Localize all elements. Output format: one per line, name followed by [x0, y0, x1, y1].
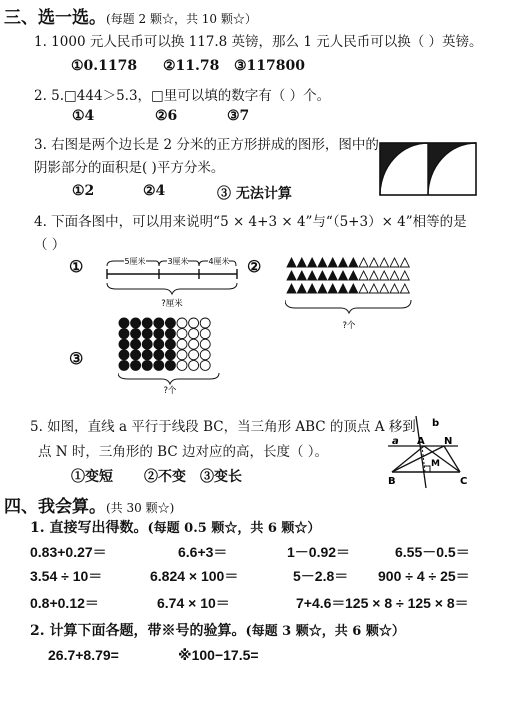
calc-r1-c2: 6.6+3＝: [178, 544, 228, 560]
q4-figure-3: [118, 317, 220, 395]
section-3-scoring: (每题 2 颗☆，共 10 颗☆）: [106, 12, 257, 26]
filled-circle: [131, 329, 141, 339]
hollow-triangle: [380, 284, 389, 293]
q4-figure-1-total: ?厘米: [161, 299, 183, 309]
hollow-circle: [177, 318, 187, 328]
hollow-triangle: [400, 258, 409, 267]
filled-circle: [154, 360, 164, 370]
calc-r3-c4: 125 × 8 ÷ 125 × 8＝: [345, 595, 469, 611]
hollow-triangle: [359, 271, 368, 280]
q5-label-M: M: [431, 459, 440, 469]
q4-figure-1: [104, 254, 240, 310]
q5-text-line-2: 点 N 时，三角形的 BC 边对应的高，长度（ ）。: [38, 444, 329, 460]
filled-circle: [131, 350, 141, 360]
filled-circle: [165, 350, 175, 360]
q4-mark-2: ②: [247, 257, 262, 276]
hollow-circle: [177, 360, 187, 370]
part-1-scoring: (每题 0.5 颗☆，共 6 颗☆）: [147, 521, 321, 536]
q5-option-2: ②不变: [144, 469, 186, 485]
q4-figure-2-total: ?个: [342, 321, 356, 331]
filled-triangle: [287, 258, 296, 267]
calc-r3-c1: 0.8+0.12＝: [30, 595, 99, 611]
filled-circle: [142, 360, 152, 370]
q3-text-line-2: 阴影部分的面积是( )平方分米。: [34, 160, 225, 176]
hollow-circle: [189, 339, 199, 349]
filled-circle: [131, 339, 141, 349]
filled-triangle: [318, 258, 327, 267]
filled-circle: [165, 360, 175, 370]
filled-triangle: [339, 258, 348, 267]
hollow-triangle: [390, 258, 399, 267]
section-4-heading: [4, 492, 174, 517]
calc-r3-c3: 7+4.6＝: [296, 595, 346, 611]
filled-circle: [119, 339, 129, 349]
filled-triangle: [308, 258, 317, 267]
filled-circle: [165, 318, 175, 328]
part-2-heading: [30, 620, 405, 640]
hollow-circle: [189, 329, 199, 339]
hollow-circle: [200, 339, 210, 349]
q2-option-3: ③7: [227, 108, 250, 124]
filled-triangle: [297, 284, 306, 293]
part-2-title: 2. 计算下面各题，带※号的验算。: [30, 623, 246, 639]
filled-circle: [154, 339, 164, 349]
hollow-circle: [189, 350, 199, 360]
q4-figure-3-total: ?个: [163, 386, 177, 395]
q5-label-A: A: [417, 436, 425, 447]
filled-triangle: [328, 271, 337, 280]
filled-triangle: [287, 271, 296, 280]
q2-option-1: ①4: [72, 108, 95, 124]
filled-triangle: [328, 258, 337, 267]
filled-triangle: [318, 271, 327, 280]
part-2-scoring: (每题 3 颗☆，共 6 颗☆）: [245, 624, 405, 639]
hollow-circle: [200, 360, 210, 370]
part-1-heading: [30, 517, 320, 537]
filled-circle: [154, 329, 164, 339]
q5-label-a: a: [392, 436, 399, 447]
hollow-triangle: [380, 258, 389, 267]
hollow-triangle: [390, 271, 399, 280]
q5-label-C: C: [460, 476, 468, 487]
q4-text: 4. 下面各图中，可以用来说明“5 × 4+3 × 4”与“（5+3）× 4”相等的是: [34, 214, 467, 230]
hollow-triangle: [359, 284, 368, 293]
q1-text: 1. 1000 元人民币可以换 117.8 英镑，那么 1 元人民币可以换（ ）英镑。: [34, 34, 483, 50]
filled-circle: [142, 318, 152, 328]
filled-circle: [131, 318, 141, 328]
q2-text: 2. 5.□444＞5.3，□里可以填的数字有（ ）个。: [34, 88, 331, 104]
q5-geometry-figure: [386, 414, 476, 490]
section-3-heading: [4, 3, 257, 28]
filled-circle: [119, 318, 129, 328]
q5-label-B: B: [388, 476, 396, 487]
hollow-circle: [200, 318, 210, 328]
calc-r1-c1: 0.83+0.27＝: [30, 544, 107, 560]
filled-circle: [142, 329, 152, 339]
hollow-circle: [177, 350, 187, 360]
filled-circle: [142, 350, 152, 360]
filled-triangle: [349, 284, 358, 293]
filled-triangle: [318, 284, 327, 293]
hollow-triangle: [390, 284, 399, 293]
filled-triangle: [339, 271, 348, 280]
q3-squares-figure: [379, 141, 477, 197]
q5-label-b: b: [432, 418, 440, 429]
q4-mark-3: ③: [69, 349, 84, 368]
hollow-triangle: [369, 271, 378, 280]
filled-circle: [131, 360, 141, 370]
filled-circle: [165, 339, 175, 349]
q4-segment-1-label: 5厘米: [124, 257, 146, 266]
hollow-circle: [189, 360, 199, 370]
q3-option-1: ①2: [72, 183, 95, 199]
part-1-title: 1. 直接写出得数。: [30, 520, 148, 536]
filled-circle: [165, 329, 175, 339]
q4-mark-1: ①: [69, 257, 84, 276]
filled-triangle: [297, 271, 306, 280]
hollow-triangle: [400, 271, 409, 280]
filled-triangle: [349, 258, 358, 267]
part-2-expression-1: 26.7+8.79=: [48, 647, 119, 663]
filled-triangle: [297, 258, 306, 267]
hollow-circle: [200, 329, 210, 339]
q1-option-3: ③117800: [234, 58, 305, 74]
q2-option-2: ②6: [155, 108, 178, 124]
q3-text-line-1: 3. 右图是两个边长是 2 分米的正方形拼成的图形，图中的: [34, 137, 379, 153]
hollow-triangle: [359, 258, 368, 267]
calc-r2-c1: 3.54 ÷ 10＝: [30, 568, 103, 584]
section-4-title: 四、我会算。: [4, 497, 106, 517]
filled-circle: [154, 318, 164, 328]
q1-option-2: ②11.78: [163, 58, 220, 74]
q3-option-3: ③ 无法计算: [217, 186, 292, 202]
calc-r2-c3: 5－2.8＝: [293, 568, 349, 584]
q5-label-N: N: [444, 436, 453, 447]
filled-triangle: [287, 284, 296, 293]
q4-segment-3-label: 4厘米: [208, 257, 230, 266]
hollow-triangle: [369, 284, 378, 293]
q4-segment-2-label: 3厘米: [167, 257, 189, 266]
filled-circle: [119, 360, 129, 370]
q1-option-1: ①0.1178: [71, 58, 138, 74]
q4-figure-2: [285, 256, 413, 334]
filled-triangle: [339, 284, 348, 293]
section-4-scoring: (共 30 颗☆): [106, 501, 175, 515]
part-2-expression-2: ※100−17.5=: [178, 647, 259, 663]
calc-r1-c4: 6.55－0.5＝: [395, 544, 470, 560]
filled-circle: [119, 329, 129, 339]
filled-triangle: [349, 271, 358, 280]
hollow-triangle: [400, 284, 409, 293]
filled-circle: [142, 339, 152, 349]
calc-r2-c2: 6.824 × 100＝: [150, 568, 239, 584]
filled-circle: [154, 350, 164, 360]
q3-option-2: ②4: [143, 183, 166, 199]
hollow-triangle: [369, 258, 378, 267]
filled-triangle: [328, 284, 337, 293]
q5-option-1: ①变短: [71, 469, 113, 485]
q5-text-line-1: 5. 如图，直线 a 平行于线段 BC，当三角形 ABC 的顶点 A 移到: [30, 419, 416, 435]
hollow-triangle: [380, 271, 389, 280]
section-3-title: 三、选一选。: [4, 8, 106, 28]
calc-r2-c4: 900 ÷ 4 ÷ 25＝: [378, 568, 470, 584]
hollow-circle: [200, 350, 210, 360]
filled-triangle: [308, 284, 317, 293]
calc-r3-c2: 6.74 × 10＝: [157, 595, 230, 611]
q5-option-3: ③变长: [200, 469, 242, 485]
hollow-circle: [177, 339, 187, 349]
calc-r1-c3: 1－0.92＝: [287, 544, 351, 560]
hollow-circle: [189, 318, 199, 328]
filled-circle: [119, 350, 129, 360]
hollow-circle: [177, 329, 187, 339]
filled-triangle: [308, 271, 317, 280]
q4-answer-paren: （ ）: [34, 237, 66, 253]
